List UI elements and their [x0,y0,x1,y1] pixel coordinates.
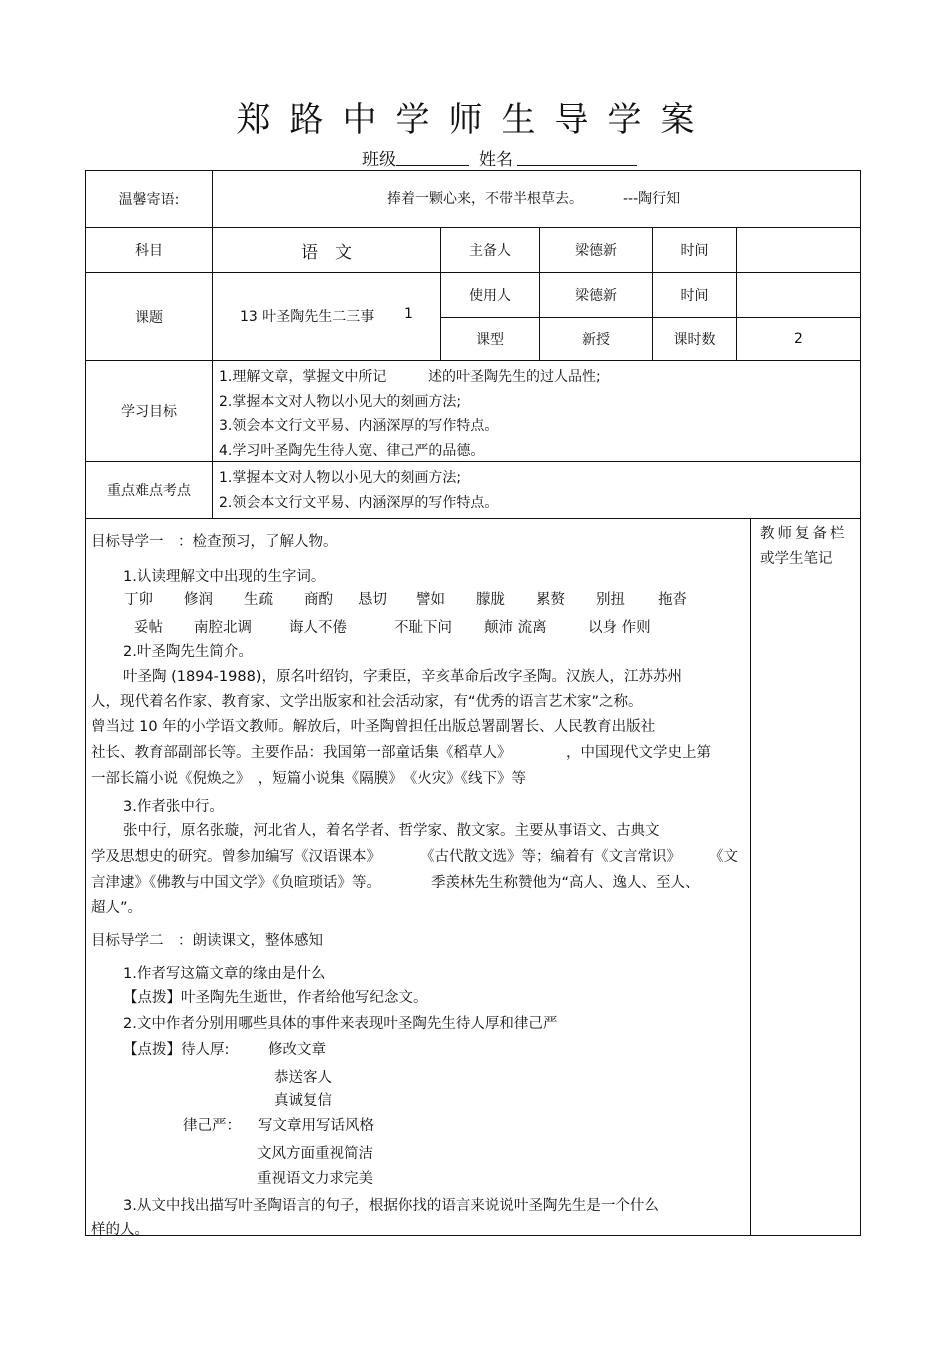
goal-1a: 1.理解文章，掌握文中所记 [219,369,387,385]
key-point-2: 2.领会本文行文平易、内涵深厚的写作特点。 [219,495,499,511]
zhang-line: 张中行，原名张璇，河北省人，着名学者、哲学家、散文家。主要从事语文、古典文 [123,823,660,839]
answer-2-label: 【点拨】待人厚: [123,1042,230,1058]
answer-2-label-2: 律己严： [183,1118,241,1134]
vocab-word: 诲人不倦 [289,620,347,636]
bio-line: 一部长篇小说《倪焕之》 ，短篇小说集《隔膜》 《火灾》《线下》等 [91,771,526,787]
goals-label: 学习目标 [121,404,177,420]
bio-line: 人，现代着名作家、教育家、文学出版家和社会活动家，有“优秀的语言艺术家”之称。 [91,694,643,710]
topic-value: 13 叶圣陶先生二三事 [240,309,375,325]
question-2: 2.文中作者分别用哪些具体的事件来表现叶圣陶先生待人厚和律己严 [123,1016,558,1032]
vocab-word: 别扭 [596,592,625,608]
vocab-word: 生疏 [244,592,273,608]
topic-num: 1 [404,306,413,322]
zhang-line: 《古代散文选》等；编着有《文言常识》 [420,849,681,865]
vocab-word: 颠沛 流离 [484,620,547,636]
time-value[interactable] [737,228,860,272]
bio-line: 叶圣陶 (1894-1988)，原名叶绍钧，字秉臣，辛亥革命后改字圣陶。汉族人，江苏苏州 [123,669,682,685]
subject-label: 科目 [135,243,163,259]
question-1: 1.作者写这篇文章的缘由是什么 [123,966,326,982]
preparer-label: 主备人 [469,243,511,259]
question-3-line1: 3.从文中找出描写叶圣陶语言的句子，根据你找的语言来说说叶圣陶先生是一个什么 [123,1198,659,1214]
time-label-2: 时间 [680,288,709,304]
user-value: 梁德新 [575,288,617,304]
vocab-word: 妥帖 [134,620,163,636]
answer-1: 【点拨】叶圣陶先生逝世，作者给他写纪念文。 [123,990,428,1006]
zhang-line: 超人”。 [91,900,143,916]
vocab-word: 修润 [184,592,213,608]
item3-title: 3.作者张中行。 [123,799,224,815]
key-label: 重点难点考点 [107,483,191,499]
name-label: 姓名 [479,150,513,170]
page-title: 郑路中学师生导学案 [236,100,714,140]
motto-text: 捧着一颗心来，不带半根草去。 [387,191,583,207]
zhang-line: 季羡林先生称赞他为“高人、逸人、至人、 [431,875,700,891]
subject-value: 语 文 [301,242,352,263]
zhang-line: 言津逮》《佛教与中国文学》《负暄琐话》等。 [91,875,381,891]
item2-title: 2.叶圣陶先生简介。 [123,644,253,660]
motto-label: 温馨寄语: [118,192,180,208]
vocab-word: 丁卯 [124,592,153,608]
bio-line: 曾当过 10 年的小学语文教师。解放后，叶圣陶曾担任出版总署副署长、人民教育出版社 [91,719,656,735]
vocab-word: 不耻下问 [394,620,452,636]
vocab-word: 拖沓 [658,592,687,608]
item1-title: 1.认读理解文中出现的生字词。 [123,569,326,585]
vocab-word: 以身 作则 [588,620,651,636]
hours-label: 课时数 [673,332,716,348]
answer-2-item-2: 写文章用写话风格 [258,1118,374,1134]
answer-2-item: 恭送客人 [274,1070,332,1086]
vocab-word: 南腔北调 [194,620,252,636]
goal-3: 3.领会本文行文平易、内涵深厚的写作特点。 [219,418,499,434]
class-label: 班级 [362,150,396,170]
section2-title: 目标导学二 ：朗读课文，整体感知 [91,933,323,949]
name-blank[interactable] [517,147,637,166]
zhang-line: 《文 [709,849,738,865]
goal-1b: 述的叶圣陶先生的过人品性; [428,369,601,385]
preparer-value: 梁德新 [575,243,617,259]
key-point-1: 1.掌握本文对人物以小见大的刻画方法; [219,470,462,486]
vocab-word: 累赘 [536,592,565,608]
vocab-word: 商酌 [304,592,333,608]
bio-line: ，中国现代文学史上第 [566,745,711,761]
notes-column-line1: 教师复备栏 [760,526,848,542]
question-3-line2: 样的人。 [91,1222,149,1238]
topic-label: 课题 [135,309,163,326]
notes-column-line2: 或学生笔记 [760,551,833,567]
section1-title: 目标导学一 ：检查预习，了解人物。 [91,534,338,550]
answer-2-item-2: 文风方面重视简洁 [257,1146,373,1162]
class-blank[interactable] [396,147,469,166]
answer-2-item: 真诚复信 [274,1093,332,1109]
vocab-word: 恳切 [358,592,387,608]
zhang-line: 学及思想史的研究。曾参加编写《汉语课本》 [91,849,381,865]
answer-2-item: 修改文章 [268,1042,326,1058]
vocab-word: 朦胧 [476,592,505,608]
answer-2-item-2: 重视语文力求完美 [257,1171,373,1187]
goal-2: 2.掌握本文对人物以小见大的刻画方法; [219,394,462,410]
motto-author: ---陶行知 [623,191,681,207]
bio-line: 社长、教育部副部长等。主要作品：我国第一部童话集《稻草人》 [91,745,512,761]
type-label: 课型 [476,332,504,348]
type-value: 新授 [582,332,610,348]
goal-4: 4.学习叶圣陶先生待人宽、律己严的品德。 [219,443,485,459]
time-label: 时间 [680,243,709,259]
hours-value: 2 [794,331,803,347]
user-label: 使用人 [469,288,511,304]
vocab-word: 譬如 [416,592,445,608]
